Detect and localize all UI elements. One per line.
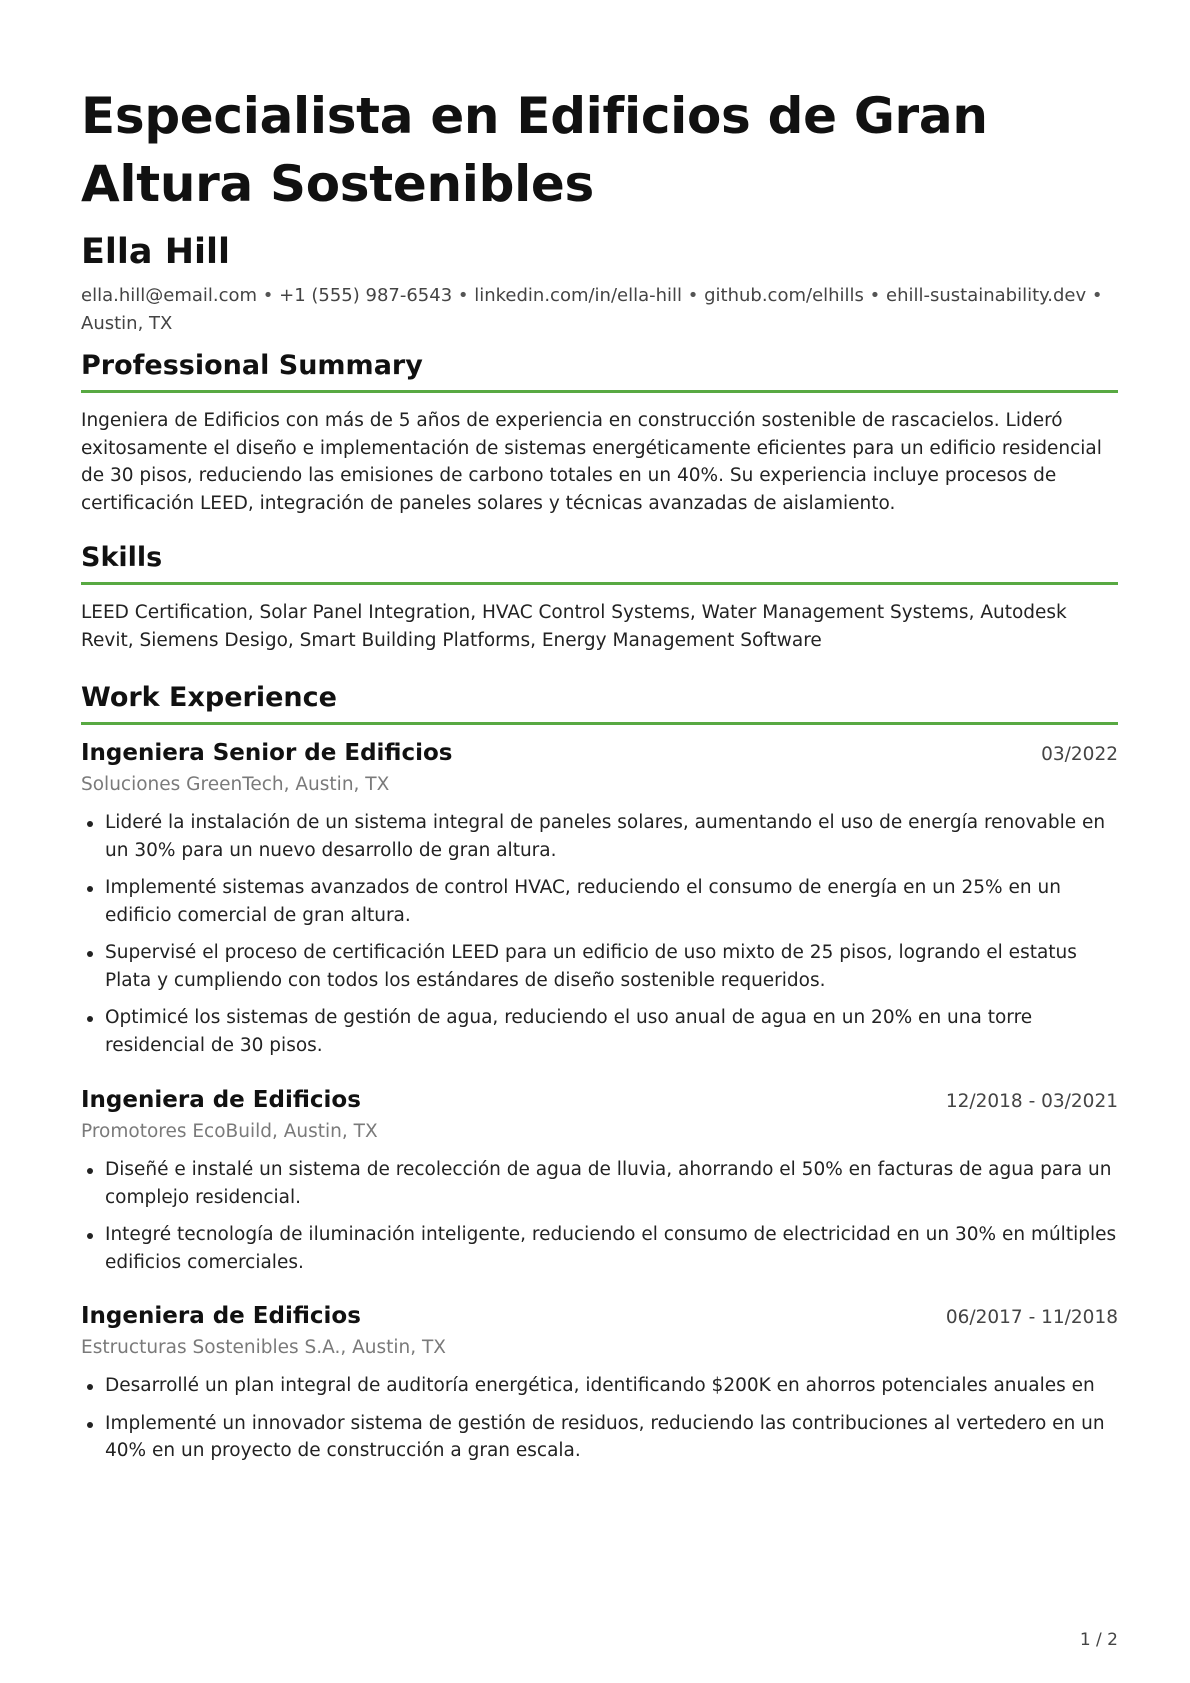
resume-title: Especialista en Edificios de Gran Altura Sostenibles xyxy=(81,87,988,213)
bullet-dot-icon xyxy=(87,1422,93,1428)
list-item xyxy=(81,1004,1118,1059)
bullet-text: Implementé sistemas avanzados de control HVAC, reduciendo el consumo de energía en un 25% en un edificio comercial de gran altura. xyxy=(105,877,1061,926)
bullet-dot-icon xyxy=(87,951,93,957)
job-title: Ingeniera de Edificios xyxy=(81,1087,361,1113)
job-title: Ingeniera de Edificios xyxy=(81,1303,361,1329)
bullet-text: Desarrollé un plan integral de auditoría energética, identificando $200K en ahorros potenciales anuales en xyxy=(105,1375,1095,1396)
job-bullets xyxy=(81,1156,1118,1276)
contact-website[interactable]: ehill-sustainability.dev xyxy=(886,285,1087,306)
job-entry xyxy=(81,737,1118,1069)
job-company: Estructuras Sostenibles S.A., Austin, TX xyxy=(81,1337,446,1358)
bullet-text: Optimicé los sistemas de gestión de agua, reduciendo el uso anual de agua en un 20% en una torre residencial de 30 pisos. xyxy=(105,1007,1033,1056)
contact-location: Austin, TX xyxy=(81,313,173,334)
list-item xyxy=(81,1372,1118,1400)
list-item xyxy=(81,1156,1118,1211)
bullet-dot-icon xyxy=(87,1016,93,1022)
job-company: Promotores EcoBuild, Austin, TX xyxy=(81,1121,378,1142)
page-number: 1 / 2 xyxy=(1079,1630,1118,1650)
summary-text: Ingeniera de Edificios con más de 5 años de experiencia en construcción sostenible de rascacielos. Lideró exitosamente el diseño e implementación de sistemas energéticamente eficientes para un edificio residencial de 30 pisos, reduciendo las emisiones de carbono totales en un 40%. Su experiencia incluye procesos de certificación LEED, integración de paneles solares y técnicas avanzadas de aislamiento. xyxy=(81,410,1102,514)
bullet-dot-icon xyxy=(87,886,93,892)
job-entry xyxy=(81,1300,1118,1475)
contact-linkedin[interactable]: linkedin.com/in/ella-hill xyxy=(474,285,683,306)
resume-page xyxy=(81,0,1118,1461)
job-bullets xyxy=(81,1372,1118,1465)
bullet-dot-icon xyxy=(87,1233,93,1239)
summary-heading: Professional Summary xyxy=(81,348,1118,393)
contact-separator: • xyxy=(863,285,886,306)
contact-separator: • xyxy=(257,285,280,306)
contact-phone[interactable]: +1 (555) 987-6543 xyxy=(279,285,453,306)
list-item xyxy=(81,939,1118,994)
contact-email[interactable]: ella.hill@email.com xyxy=(81,285,258,306)
bullet-text: Lideré la instalación de un sistema integral de paneles solares, aumentando el uso de energía renovable en un 30% para un nuevo desarrollo de gran altura. xyxy=(105,812,1106,861)
bullet-text: Diseñé e instalé un sistema de recolección de agua de lluvia, ahorrando el 50% en facturas de agua para un complejo residencial. xyxy=(105,1159,1112,1208)
job-date: 12/2018 - 03/2021 xyxy=(945,1091,1118,1112)
contact-separator: • xyxy=(682,285,705,306)
contact-github[interactable]: github.com/elhills xyxy=(704,285,864,306)
bullet-dot-icon xyxy=(87,821,93,827)
job-entry xyxy=(81,1084,1118,1286)
candidate-name: Ella Hill xyxy=(81,232,230,272)
job-date: 03/2022 xyxy=(1041,744,1118,765)
list-item xyxy=(81,809,1118,864)
list-item xyxy=(81,1410,1118,1465)
bullet-text: Implementé un innovador sistema de gestión de residuos, reduciendo las contribuciones al vertedero en un 40% en un proyecto de construcción a gran escala. xyxy=(105,1412,1105,1461)
skills-section xyxy=(81,540,1118,654)
skills-text: LEED Certification, Solar Panel Integration, HVAC Control Systems, Water Management Systems, Autodesk Revit, Siemens Desigo, Smart Building Platforms, Energy Management Software xyxy=(81,602,1067,651)
bullet-dot-icon xyxy=(87,1168,93,1174)
job-title: Ingeniera Senior de Edificios xyxy=(81,740,453,766)
bullet-text: Integré tecnología de iluminación inteligente, reduciendo el consumo de electricidad en un 30% en múltiples edificios comerciales. xyxy=(105,1224,1117,1273)
job-company: Soluciones GreenTech, Austin, TX xyxy=(81,774,390,795)
experience-heading: Work Experience xyxy=(81,680,1118,725)
job-bullets xyxy=(81,809,1118,1059)
contact-separator: • xyxy=(1086,285,1103,306)
contact-separator: • xyxy=(452,285,475,306)
job-date: 06/2017 - 11/2018 xyxy=(945,1307,1118,1328)
skills-heading: Skills xyxy=(81,540,1118,585)
experience-section xyxy=(81,680,1118,725)
summary-section xyxy=(81,348,1118,517)
contact-line xyxy=(81,282,1118,338)
bullet-dot-icon xyxy=(87,1384,93,1390)
list-item xyxy=(81,874,1118,929)
list-item xyxy=(81,1221,1118,1276)
bullet-text: Supervisé el proceso de certificación LEED para un edificio de uso mixto de 25 pisos, logrando el estatus Plata y cumpliendo con todos los estándares de diseño sostenible requeridos. xyxy=(105,942,1077,991)
